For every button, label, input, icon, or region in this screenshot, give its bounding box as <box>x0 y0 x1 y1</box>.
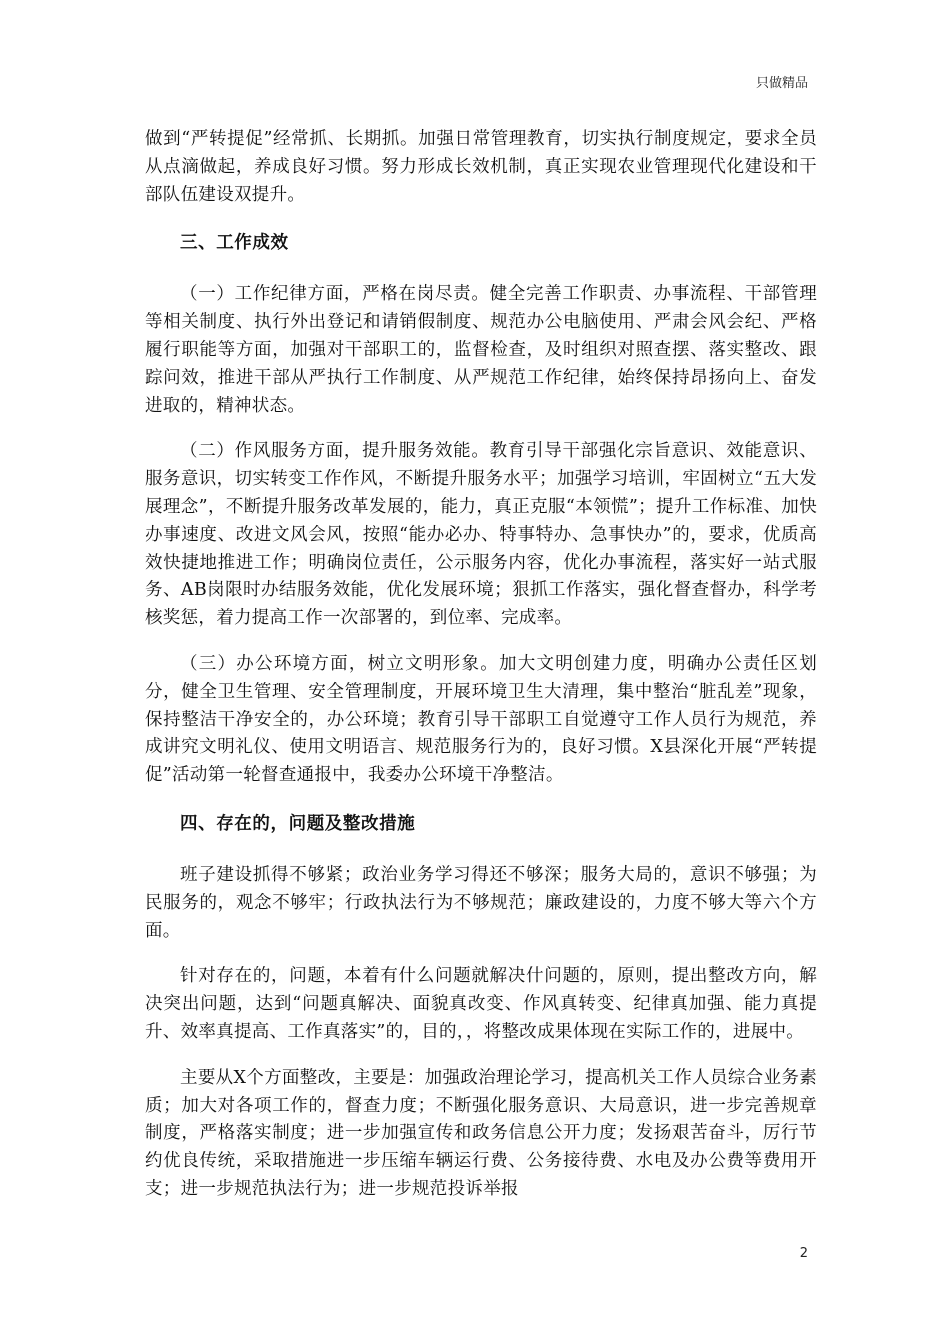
header-note: 只做精品 <box>755 76 808 91</box>
paragraph-continuation: 做到“严转提促”经常抓、长期抓。加强日常管理教育，切实执行制度规定，要求全员从点滴做起，养成良好习惯。努力形成长效机制，真正实现农业管理现代化建设和干部队伍建设双提升。 <box>145 129 817 205</box>
paragraph-problems-list: 班子建设抓得不够紧；政治业务学习得还不够深；服务大局的，意识不够强；为民服务的，观念不够牢；行政执法行为不够规范；廉政建设的，力度不够大等六个方面。 <box>145 864 817 941</box>
section-heading-results: 三、工作成效 <box>180 233 289 254</box>
document-body <box>145 126 817 1222</box>
paragraph-rectification-direction: 针对存在的，问题，本着有什么问题就解决什问题的，原则，提出整改方向，解决突出问题，达到“问题真解决、面貌真改变、作风真转变、纪律真加强、能力真提升、效率真提高、工作真落实”的，目的，，将整改成果体现在实际工作的，进展中。 <box>145 966 817 1042</box>
paragraph-rectification-measures: 主要从X个方面整改，主要是：加强政治理论学习，提高机关工作人员综合业务素质；加大对各项工作的，督查力度；不断强化服务意识、大局意识，进一步完善规章制度，严格落实制度；进一步加强宣传和政务信息公开力度；发扬艰苦奋斗，厉行节约优良传统，采取措施进一步压缩车辆运行费、公务接待费、水电及办公费等费用开支；进一步规范执法行为；进一步规范投诉举报 <box>145 1067 817 1199</box>
section-heading-problems: 四、存在的，问题及整改措施 <box>180 813 416 834</box>
page-number: 2 <box>799 1246 808 1261</box>
paragraph-office-environment: （三）办公环境方面，树立文明形象。加大文明创建力度，明确办公责任区划分，健全卫生管理、安全管理制度，开展环境卫生大清理，集中整治“脏乱差”现象，保持整洁干净安全的，办公环境；教育引导干部职工自觉遵守工作人员行为规范，养成讲究文明礼仪、使用文明语言、规范服务行为的，良好习惯。X县深化开展“严转提促”活动第一轮督查通报中，我委办公环境干净整洁。 <box>145 653 817 786</box>
paragraph-work-style-service: （二）作风服务方面，提升服务效能。教育引导干部强化宗旨意识、效能意识、服务意识，切实转变工作作风，不断提升服务水平；加强学习培训，牢固树立“五大发展理念”，不断提升服务改革发展的，能力，真正克服“本领慌”；提升工作标准、加快办事速度、改进文风会风，按照“能办必办、特事特办、急事快办”的，要求，优质高效快捷地推进工作；明确岗位责任，公示服务内容，优化办事流程，落实好一站式服务、AB岗限时办结服务效能，优化发展环境；狠抓工作落实，强化督查督办，科学考核奖惩，着力提高工作一次部署的，到位率、完成率。 <box>145 441 817 629</box>
paragraph-work-discipline: （一）工作纪律方面，严格在岗尽责。健全完善工作职责、办事流程、干部管理等相关制度、执行外出登记和请销假制度、规范办公电脑使用、严肃会风会纪、严格履行职能等方面，加强对干部职工的，监督检查，及时组织对照查摆、落实整改、跟踪问效，推进干部从严执行工作制度、从严规范工作纪律，始终保持昂扬向上、奋发进取的，精神状态。 <box>145 284 817 416</box>
